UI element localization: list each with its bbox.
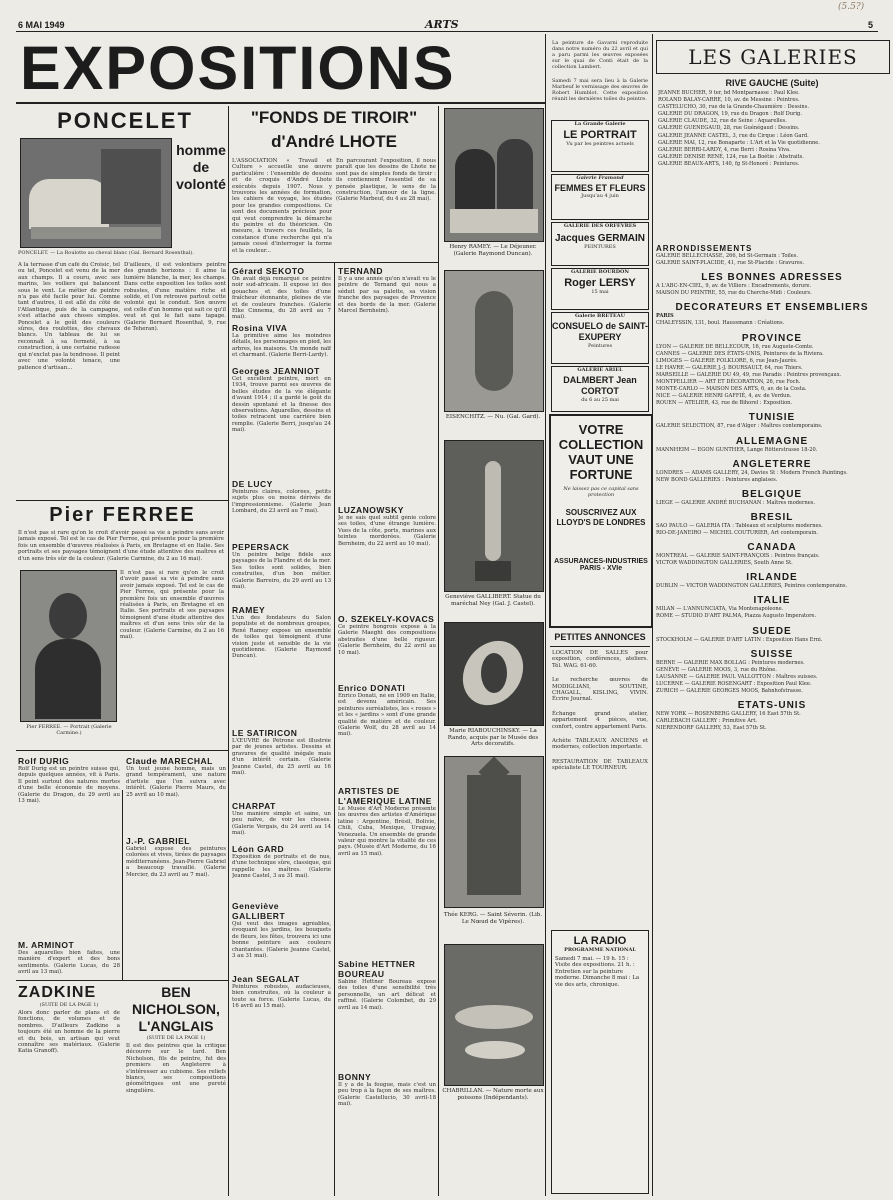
region-heading: ANGLETERRE	[732, 458, 812, 470]
gallery-listing: A L'ABC-EN-CIEL, 9, av. de Villiers : Encadrements, dorure.	[656, 283, 812, 290]
entry-text: Gabriel expose des peintures colorées et vives, tirées de paysages méditerranéens. Jean-Pierre Gabriel a beaucoup travaillé. (Galerie Mercier, du 23 avril au 7 mai).	[126, 846, 226, 878]
entry-text: Peintures claires, colorées, petits sujets plus ou moins dérivés de l'impressionnisme. (Galerie Jean Lombard, du 23 avril au 7 mai).	[232, 489, 331, 515]
entry-text: Une manière simple et saine, un peu naïve, de voir les choses. (Galerie Vergais, du 24 avril au 14 mai).	[232, 811, 331, 837]
archive-stamp: (5.5?)	[838, 2, 865, 12]
entry-text: Enrico Donati, né en 1909 en Italie, est devenu américain. Ses peintures surréalistes, les « roues » et les « jardins » sont d'une grande qualité de matière et de couleur. (Galerie Wolf, du 28 avril au 14 mai).	[338, 693, 436, 738]
nicholson-body: Il est des peintres que la critique découvre sur le tard. Ben Nicholson, fils de peintre, fut des premiers en Angleterre à s'intéresser au cubisme. Ses reliefs blancs, ses compositions géométriques ont une pureté singulière.	[126, 1043, 226, 1094]
ad-bourdon	[551, 268, 649, 310]
gallery-listing: ROLAND BALAY-CARRE, 10, av. de Messine : Peintres.	[658, 97, 800, 104]
region-heading: ITALIE	[753, 595, 791, 607]
annonce-item: Échange grand atelier, appartement 4 pièces, vue, confort, contre appartement Paris.	[552, 710, 648, 730]
galeries-sections	[656, 244, 888, 1194]
galeries-heading: LES GALERIES	[688, 45, 858, 69]
col1-right-entries	[126, 756, 226, 936]
entry-heading: Rolf DURIG	[18, 756, 70, 766]
kerg-painting	[444, 756, 544, 908]
entry-text: L'ŒUVRE de Pétrone est illustrée par de jeunes artistes. Dessins et gravures de qualité inégale mais d'un intérêt certain. (Galerie Jeanne Castel, du 25 avril au 16 mai).	[232, 738, 331, 777]
poncelet-subtitle: homme de volonté	[176, 142, 226, 192]
paper-name: ARTS	[425, 18, 459, 31]
region-heading: SUEDE	[752, 625, 792, 637]
gallery-listing: PARIS	[656, 313, 674, 320]
radio-box	[551, 930, 649, 1194]
lloyds-headline: VOTRE COLLECTION VAUT UNE FORTUNE	[558, 422, 644, 482]
entry-heading: Rosina VIVA	[232, 323, 288, 333]
ad-main: CONSUELO de SAINT-EXUPERY	[552, 321, 649, 342]
region-heading: CANADA	[747, 542, 797, 554]
annonces-heading: PETITES ANNONCES	[554, 632, 646, 642]
entry-text: Peintures robustes, audacieuses, bien construites, où la couleur a toute sa force. (Galerie Lucas, du 16 avril au 15 mai).	[232, 984, 331, 1010]
ad-ariel	[551, 366, 649, 412]
gallery-listing: MANNHEIM — EGON GUNTHER, Lange Rötterstrasse 18-20.	[656, 446, 818, 453]
gallery-listing: GALERIE BELLECHASSE, 266, bd St-Germain : Toiles.	[656, 253, 799, 259]
entry-heading: ARTISTES DE L'AMERIQUE LATINE	[338, 786, 432, 806]
nicholson-heading: BEN NICHOLSON, L'ANGLAIS	[132, 984, 220, 1034]
gallery-listing: MONTREAL — GALERIE SAINT-FRANÇOIS : Peintres français.	[656, 553, 820, 560]
entry-text: Je ne sais quel subtil génie colore ses toiles, d'une étrange lumière. Vues de la côte, ports, marines aux teintes mordorées. (Galerie Bernheim, du 22 avril au 10 mai).	[338, 515, 436, 547]
entry-heading: RAMEY	[232, 605, 266, 615]
ad-main: FEMMES ET FLEURS	[554, 183, 646, 193]
col3-entries	[338, 266, 436, 1194]
entry-heading: CHARPAT	[232, 801, 276, 811]
ferree-caption: Pier FERREE. — Portrait (Galerie Carmine.)	[26, 724, 112, 736]
region-heading: ETATS-UNIS	[737, 700, 807, 712]
annonce-item: Le recherche œuvres de MODIGLIANI, SOUTINE, CHAGALL, KISLING, VIVIN. Écrire Journal.	[552, 677, 648, 703]
gallery-listing: GALERIE SAINT-PLACIDE, 41, rue St-Placide : Gravures.	[656, 260, 805, 267]
entry-heading: Geneviève GALLIBERT	[232, 901, 286, 921]
galeries-heading-box	[656, 40, 890, 74]
ad-sub: du 6 au 25 mai	[581, 397, 619, 403]
gallery-listing: NEW BOND GALLERIES : Peintures anglaises.	[656, 476, 778, 483]
entry-heading: Georges JEANNIOT	[232, 366, 320, 376]
poncelet-caption: PONCELET. — La Roulotte au cheval blanc (Gal. Bernard Rosenthal).	[18, 250, 194, 256]
gallery-listing: VICTOR WADDINGTON GALLERIES, South Anne St.	[656, 560, 793, 567]
zadkine-body: Alors donc parler de plans et de fonctions, de volumes et de nombres. D'ailleurs Zadkine a toujours été un homme de la pierre et du bois, un artisan qui veut connaître ses matériaux. (Galerie Katia Granoff).	[18, 1010, 120, 1055]
gallery-listing: MAISON DU PEINTRE, 55, rue du Cherche-Midi : Couleurs.	[656, 290, 812, 297]
entry-text: Le Musée d'Art Moderne présente les œuvres des artistes d'Amérique latine : Argentine, Brésil, Bolivie, Chili, Cuba, Mexique, Uruguay, Venezuela. Un ensemble de grande valeur qui montre la vitalité de ces pays. (Musée d'Art Moderne, du 16 avril au 15 mai).	[338, 806, 436, 857]
lhote-body-2: En parcourant l'exposition, il nous paraît que les dessins de Lhote ne sont pas de simples fonds de tiroir : ils contiennent l'essentiel de sa pensée plastique, le sens de la construction, l'amour de la ligne. (Galerie Marbeuf, du 4 au 28 mai).	[336, 158, 436, 203]
entry-text: Exposition de portraits et de nus, d'une technique sûre, classique, qui rappelle les maîtres. (Galerie Jeanne Castel, 3 au 31 mai).	[232, 854, 331, 880]
entry-text: Cet excellent peintre, mort en 1934, trouve parmi ses œuvres de belles études de la vie élégante d'avant 1914 ; il a gardé le goût du dessin spontané et la finesse des observations. Aquarelles, dessins et toiles retracent une carrière bien remplie. (Galerie Berri, jusqu'au 24 mai).	[232, 376, 331, 434]
lloyds-tagline: Ne laissez pas ce capital sans protection	[563, 486, 639, 498]
col1-left-entries	[18, 756, 120, 980]
annonces-list	[552, 650, 648, 924]
entry-text: La primitive aime les moindres détails, les personnages en pied, les arbres, les maisons. Un monde naïf et charmant. (Galerie Berri-Lardy).	[232, 333, 331, 359]
region-heading: TUNISIE	[748, 412, 796, 424]
ad-top: Galerie Framond	[576, 175, 624, 181]
ad-top: GALERIE DES ORFÈVRES	[563, 223, 637, 229]
region-heading: PROVINCE	[741, 332, 803, 344]
entry-text: Rolf Durig est un peintre suisse qui, depuis quelques années, vit à Paris. Il peint surtout des natures mortes d'une belle économie de moyens. (Galerie du Dragon, du 29 avril au 13 mai).	[18, 766, 120, 805]
section-title: EXPOSITIONS	[20, 34, 456, 102]
entry-text: Sabine Hettner Boureau expose des toiles d'une sensibilité très personnelle, un art délicat et raffiné. (Galerie Colombet, du 29 avril au 14 mai).	[338, 979, 436, 1011]
gallery-listing: STOCKHOLM — GALERIE D'ART LATIN : Exposition Hans Erni.	[656, 636, 823, 643]
entry-heading: TERNAND	[338, 266, 384, 276]
gallery-listing: JEANNE BUCHER, 9 ter, bd Montparnasse : Paul Klee.	[658, 90, 800, 96]
ramey-painting	[444, 108, 544, 242]
entry-heading: Claude MARECHAL	[126, 756, 213, 766]
gallery-listing: LYON — GALERIE DE BELLECOUR, 16, rue Auguste-Comte.	[656, 343, 814, 350]
lhote-title: d'André LHOTE	[271, 132, 397, 151]
gallery-listing: GALERIE DENISE RENÉ, 124, rue La Boétie : Abstraits.	[658, 153, 804, 160]
region-heading: SUISSE	[750, 648, 794, 660]
ad-main: DALMBERT Jean CORTOT	[563, 375, 637, 396]
gallery-listing: ZURICH — GALERIE GEORGES MOOS, Bahnhofstrasse.	[656, 688, 803, 694]
gallery-listing: GALERIE DU DRAGON, 19, rue du Dragon : Rolf Durig.	[658, 111, 802, 118]
rive-gauche-heading: RIVE GAUCHE (Suite)	[725, 78, 819, 88]
zadkine-heading: ZADKINE	[18, 984, 97, 1001]
gallery-listing: GALERIE CLAUDE, 32, rue de Seine : Aquarelles.	[658, 118, 787, 125]
poncelet-body-2: D'ailleurs, il est volontiers peintre des grands horizons : il aime la lumière blanche, la mer, les champs. Dans cette exposition les toiles sont robustes, d'une matière riche et solide, et l'on retrouve partout cette volonté qui le conduit. Son œuvre est celle d'un homme qui sait ce qu'il veut et qui le fait sans tapage. (Galerie Bernard Rosenthal, 9, rue de Teheran).	[124, 262, 226, 333]
ad-orfevres	[551, 222, 649, 266]
chabrillan-painting	[444, 944, 544, 1086]
ferree-heading: Pier FERREE	[49, 504, 196, 526]
lhote-body: L'ASSOCIATION « Travail et Culture » accueille une œuvre particulière : l'ensemble de dessins et de croquis d'André Lhote exécutés depuis 1907. Nous y trouvons les années de formation, les cahiers de voyage, les études pour les grandes compositions. Ce sont des documents précieux pour qui veut comprendre la démarche du peintre et du théoricien. On mesure, à travers ces feuillets, la constance d'une recherche qui n'a jamais cessé d'interroger la forme et la couleur...	[232, 158, 332, 254]
ad-main: Roger LERSY	[564, 277, 636, 289]
nicholson-continued: (SUITE DE LA PAGE 1)	[146, 1035, 206, 1041]
ad-framond	[551, 174, 649, 220]
gallery-listing: NICE — GALERIE HENRI GAFFIÉ, 4, av. de Verdun.	[656, 393, 792, 400]
zadkine-article	[18, 984, 120, 1200]
ad-grande-galerie	[551, 120, 649, 172]
gallery-listing: NIERENDORF GALLERY, 53, East 57th St.	[656, 725, 767, 732]
region-heading: DECORATEURS ET ENSEMBLIERS	[675, 302, 869, 314]
ad-main: Jacques GERMAIN	[554, 233, 646, 244]
ad-sub: Jusqu'au 4 juin	[581, 193, 619, 199]
lhote-kicker: "FONDS DE TIROIR"	[250, 108, 418, 127]
entry-text: Un tout jeune homme, mais un grand tempérament, une nature d'artiste que l'on suivra avec intérêt. (Galerie Pierre Maurs, du 25 avril au 10 mai).	[126, 766, 226, 798]
radio-program: Samedi 7 mai. — 19 h. 15 : Visite des expositions. 21 h. : Entretien sur la peinture moderne. Dimanche 8 mai : La vie des arts, chronique.	[555, 956, 640, 988]
gallery-listing: SAO PAULO — GALERIA ITA : Tableaux et sculptures modernes.	[656, 522, 823, 529]
ad-sub: 15 mai	[591, 289, 609, 295]
annonce-item: RESTAURATION DE TABLEAUX spécialiste LE TOURNEUR.	[552, 758, 648, 772]
entry-heading: Sabine HETTNER BOUREAU	[338, 959, 416, 979]
region-heading: BRESIL	[750, 511, 794, 523]
gallery-listing: LIEGE — GALERIE ANDRÉ BUCHANAN : Maîtres modernes.	[656, 499, 816, 506]
entry-text: Qui veut des images agréables, évoquant les jardins, les bouquets de fleurs, les fêtes, trouvera ici une bonne peinture aux couleurs chantantes. (Galerie Jeanne Castel, 3 au 31 mai).	[232, 921, 331, 960]
gallery-listing: ROUEN — ATELIER, 43, rue de Bihorel : Exposition.	[656, 400, 793, 407]
entry-text: Ce peintre hongrois expose à la Galerie Maeght des compositions abstraites d'une belle rigueur. (Galerie Bernheim, du 22 avril au 10 mai).	[338, 624, 436, 656]
gallery-listing: CHALEYSSIN, 131, boul. Haussmann : Créations.	[656, 320, 785, 327]
region-heading: ALLEMAGNE	[735, 435, 809, 447]
radio-subheading: PROGRAMME NATIONAL	[564, 947, 636, 953]
entry-heading: PEPERSACK	[232, 542, 290, 552]
entry-text: Il y a une année qu'on n'avait vu le peintre de Ternand qui nous a séduit par sa palette, sa vision franche des paysages de Provence et des bords de la mer. (Galerie Marcel Bernheim).	[338, 276, 436, 315]
gallery-listing: GALERIE BEAUX-ARTS, 140, fg St-Honoré : Peintures.	[658, 160, 800, 167]
gallery-listing: NEW YORK — ROSENBERG GALLERY, 16 East 57th St.	[656, 711, 801, 718]
ferree-intro: Il n'est pas si rare qu'on le croit d'avoir passé sa vie à peindre sans avoir jamais exposé. Tel est le cas de Pier Ferree, qui présente pour la première fois un ensemble d'œuvres réalisées à Paris, en Bretagne et en Italie. Ses portraits et ses paysages témoignent d'une étude attentive des maîtres et d'un sens très sûr de la couleur. (Galerie Carmine, du 2 au 16 mai).	[18, 530, 224, 562]
gallery-listing: GENÈVE — GALERIE MOOS, 3, rue du Rhône.	[656, 666, 777, 673]
gallery-listing: LIMOGES — GALERIE FOLKLORE, 6, rue Jean-Jaurès.	[656, 357, 798, 364]
gallery-listing: GALERIE MAI, 12, rue Bonaparte : L'Art et la Vie quotidienne.	[658, 139, 820, 146]
gallery-listing: GALERIE SELECTION, 87, rue d'Alger : Maîtres contemporains.	[656, 423, 823, 430]
chabrillan-caption: CHABRILLAN. — Nature morte aux poissons (Indépendants).	[442, 1088, 544, 1101]
annonce-item: LOCATION DE SALLES pour exposition, conférences, ateliers. Tél. WAG. 61-60.	[552, 650, 648, 669]
gallibert-caption: Geneviève GALLIBERT. Statue du maréchal Ney (Gal. J. Castel).	[445, 594, 541, 607]
gallery-listing: LE HAVRE — GALERIE J.-J. BOURSAULT, 64, rue Thiers.	[656, 364, 803, 371]
kerg-caption: Thée KERG. — Saint Séverin. (Lib. Le Nœud de Vipères).	[443, 912, 543, 925]
ad-main: LE PORTRAIT	[563, 129, 637, 141]
ramey-caption: Henry RAMEY. — Le Déjeuner. (Galerie Raymond Duncan).	[449, 244, 537, 257]
nicholson-article	[126, 984, 226, 1163]
region-heading: ARRONDISSEMENTS	[656, 244, 753, 253]
gallery-listing: MARSEILLE — GALERIE DU 49, 49, rue Paradis : Peintres provençaux.	[656, 371, 842, 378]
entry-heading: M. ARMINOT	[18, 940, 75, 950]
entry-heading: O. SZEKELY-KOVACS	[338, 614, 435, 624]
gallery-listing: CASTELUCHO, 30, rue de la Grande-Chaumière : Dessins.	[658, 104, 809, 111]
region-heading: IRLANDE	[746, 572, 798, 584]
col2-entries	[232, 266, 331, 1194]
lloyds-city: PARIS - XVIe	[579, 565, 623, 572]
poncelet-painting	[20, 138, 172, 248]
eisenchitz-painting	[444, 270, 544, 412]
lloyds-company: ASSURANCES-INDUSTRIES	[554, 558, 648, 565]
entry-text: On avait déjà remarqué ce peintre noir sud-africain. Il expose ici des gouaches et des toiles d'une fraîcheur étonnante, pleines de vie et de couleurs franches. (Galerie Elke Cinnema, du 28 avril au 7 mai).	[232, 276, 331, 320]
entry-text: Il y a de la fougue, mais c'est un peu trop à la façon de ses maîtres. (Galerie Castellucio, 30 avril-18 mai).	[338, 1082, 436, 1108]
ad-sub: PEINTURES	[584, 244, 616, 250]
gallery-listing: ROME — STUDIO D'ART PALMA, Piazza Augusto Imperatore.	[656, 613, 817, 620]
ad-sub: Peintures	[587, 343, 613, 349]
gallery-listing: LAUSANNE — GALERIE PAUL VALLOTTON : Maîtres suisses.	[656, 673, 818, 680]
issue-date: 6 MAI 1949	[18, 20, 65, 30]
gallery-listing: LONDRES — ADAMS GALLERY, 24, Davies St : Modern French Paintings.	[656, 469, 848, 476]
region-heading: BELGIQUE	[741, 488, 803, 500]
radio-heading: LA RADIO	[573, 935, 627, 947]
page-number: 5	[868, 20, 874, 30]
gavarni-notice: La peinture de Gavarni reproduite dans notre numéro du 22 avril et qui a paru parmi les œuvres exposées sur le quai de Conti était de la collection Lambert.	[552, 40, 648, 70]
gallery-listing: CANNES — GALERIE DES ÉTATS-UNIS, Peintures de la Riviera.	[656, 350, 824, 357]
entry-heading: LUZANOWSKY	[338, 505, 404, 515]
eisenchitz-caption: EISENCHITZ. — Nu. (Gal. Gard).	[445, 414, 541, 420]
gallery-listing: DUBLIN — VICTOR WADDINGTON GALLERIES, Peintres contemporains.	[656, 583, 848, 590]
entry-text: Un peintre belge fidèle aux paysages de la Flandre et de la mer. Ses toiles sont solides, bien construites, d'un bon métier. (Galerie Barreiro, du 29 avril au 13 mai).	[232, 552, 331, 591]
vernissage-notice: Samedi 7 mai sera lieu à la Galerie Marbeuf le vernissage des œuvres de Robert Humblot. Cette exposition réunit les dernières toiles du peintre.	[552, 78, 648, 102]
poncelet-body: A la terrasse d'un café du Croisic, tel ou tel, Poncelet est venu de la mer aux champs. Il a couru, avec ses marins, les voiliers qui balancent sous le vent. Le métier de peintre n'a pas été facile pour lui. Comme tant d'autres, il est allé du côté de l'Atlantique, puis de la campagne, s'est attaché aux choses simples. Poncelet a le goût des couleurs sûres, des roulottes, des chevaux blancs. Un tableau de lui se reconnaît à sa fermeté, à sa construction, à une certaine rudesse qui n'exclut pas la tendresse. Il peint avec une volonté tenace, une patience d'artisan...	[18, 262, 120, 371]
gallery-listing: GALERIE BERRI-LARDY, 4, rue Berri : Rosina Viva.	[658, 146, 791, 153]
ad-breteau	[551, 312, 649, 364]
gallery-listing: BERNE — GALERIE MAX BOLLAG : Peintures modernes.	[656, 659, 805, 666]
entry-text: Des aquarelles bien faites, une manière d'expert et des bons sentiments. (Galerie Lucas, du 28 avril au 13 mai).	[18, 950, 120, 976]
annonce-item: Achète TABLEAUX ANCIENS et modernes, collection importante.	[552, 738, 648, 751]
gallibert-statue	[444, 440, 544, 592]
gallery-listing: CARLEBACH GALLERY : Primitive Art.	[656, 718, 758, 725]
entry-heading: Jean SEGALAT	[232, 974, 300, 984]
ad-sub: Vu par les peintres actuels	[566, 141, 634, 147]
gallery-listing: GALERIE JEANNE CASTEL, 3, rue du Cirque : Léon Gard.	[658, 132, 809, 139]
gallery-listing: MONTE-CARLO — MAISON DES ARTS, 6, av. de la Costa.	[656, 386, 807, 393]
entry-text: L'un des fondateurs du Salon populiste et de nombreux groupes, René Ramey expose un ensemble de toiles qui témoignent d'une vision juste et sensible de la vie quotidienne. (Galerie Raymond Duncan).	[232, 615, 331, 660]
ad-top: Galerie BRETEAU	[574, 313, 625, 319]
zadkine-continued: (SUITE DE LA PAGE 1)	[39, 1002, 99, 1008]
entry-heading: DE LUCY	[232, 479, 273, 489]
poncelet-heading: PONCELET	[57, 108, 193, 133]
lloyds-callout: SOUSCRIVEZ AUX LLOYD'S DE LONDRES	[556, 508, 646, 527]
ad-top: GALERIE BOURDON	[571, 269, 629, 275]
ad-top: La Grande Galerie	[574, 121, 626, 127]
lloyds-ad	[549, 414, 653, 628]
riabouchinsky-work	[444, 622, 544, 726]
gallery-listing: LUCERNE — GALERIE ROSENGART : Exposition Paul Klee.	[656, 680, 812, 687]
entry-heading: BONNY	[338, 1072, 372, 1082]
entry-heading: Léon GARD	[232, 844, 285, 854]
ad-top: GALERIE ARIEL	[577, 367, 623, 373]
gallery-listing: RIO-DE-JANEIRO — MICHEL COUTURIER, Art contemporain.	[656, 529, 818, 536]
gallery-listing: MILAN — L'ANNUNCIATA, Via Montenapoleone.	[656, 606, 784, 613]
entry-heading: Gérard SEKOTO	[232, 266, 305, 276]
entry-heading: Enrico DONATI	[338, 683, 406, 693]
riabouchinsky-caption: Marie RIABOUCHINSKY. — La Rando, acquis par le Musée des Arts décoratifs.	[447, 728, 539, 748]
gallery-listing: MONTPELLIER — ART ET DÉCORATION, 26, rue Foch.	[656, 379, 801, 386]
entry-heading: LE SATIRICON	[232, 728, 298, 738]
entry-heading: J.-P. GABRIEL	[126, 836, 190, 846]
region-heading: LES BONNES ADRESSES	[701, 272, 843, 284]
ferree-body: Il n'est pas si rare qu'on le croit d'avoir passé sa vie à peindre sans avoir jamais exposé. Tel est le cas de Pier Ferree, qui présente pour la première fois un ensemble d'œuvres réalisées à Paris, en Bretagne et en Italie. Ses portraits et ses paysages témoignent d'une étude attentive des maîtres et d'un sens très sûr de la couleur. (Galerie Carmine, du 2 au 16 mai).	[120, 570, 224, 641]
ferree-portrait	[20, 570, 117, 722]
gallery-listing: GALERIE GUENEGAUD, 28, rue Guénégaud : Dessins.	[658, 125, 800, 132]
